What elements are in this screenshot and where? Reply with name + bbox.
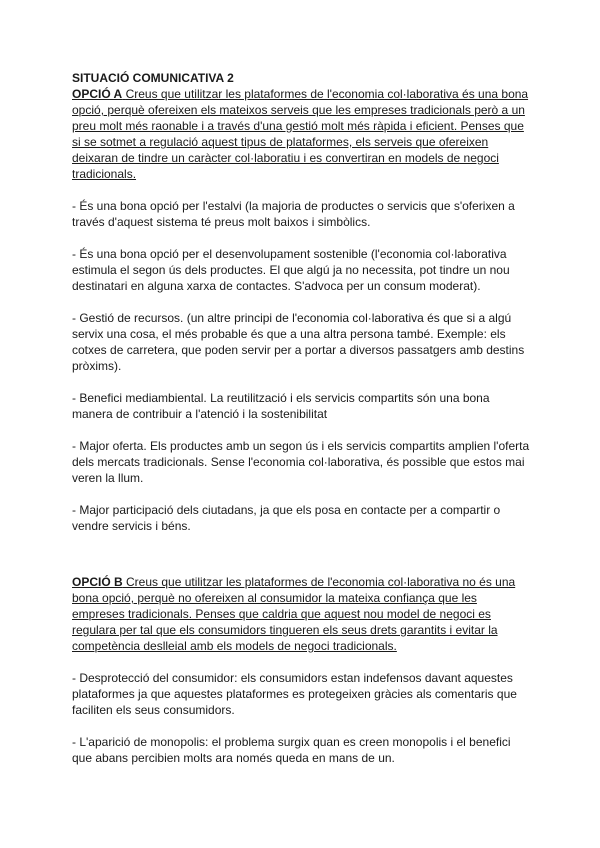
- option-b-intro-text: Creus que utilitzar les plataformes de l'economia col·laborativa no és una bona opció, perquè no ofereixen al consumidor la mateixa confiança que les empreses tradicionals. Penses que caldria que aquest nou model de negoci es regulara per tal que els consumidors tingueren els seus drets garantits i evitar la competència deslleial amb els models de negoci tradicionals.: [72, 575, 516, 653]
- option-a-point-5: - Major oferta. Els productes amb un segon ús i els servicis compartits amplien l'oferta dels mercats tradicionals. Sense l'economia col·laborativa, és possible que estos mai veren la llum.: [72, 439, 530, 485]
- option-a-point-3: - Gestió de recursos. (un altre principi de l'economia col·laborativa és que si a algú servix una cosa, el més probable és que a una altra persona també. Exemple: els cotxes de carretera, que poden servir per a portar a diversos passatgers amb destins pròxims).: [72, 311, 525, 373]
- option-a-point-4: - Benefici mediambiental. La reutilització i els servicis compartits són una bona manera de contribuir a l'atenció i la sostenibilitat: [72, 391, 490, 421]
- option-b-point-1: - Desprotecció del consumidor: els consumidors estan indefensos davant aquestes plataformes ja que aquestes plataformes es protegeixen gràcies als comentaris que faciliten els seus consumidors.: [72, 671, 517, 717]
- option-b-label: OPCIÓ B: [72, 575, 123, 589]
- option-b-point-2: - L'aparició de monopolis: el problema surgix quan es creen monopolis i el benefici que abans percibien molts ara només queda en mans de un.: [72, 735, 511, 765]
- document-page: [72, 70, 532, 766]
- document-title: SITUACIÓ COMUNICATIVA 2: [72, 71, 234, 85]
- option-a-label: OPCIÓ A: [72, 87, 123, 101]
- option-b-intro: [72, 574, 532, 654]
- option-a-intro: [72, 86, 532, 182]
- option-a-point-2: - És una bona opció per el desenvolupament sostenible (l'economia col·laborativa estimula el segon ús dels productes. El que algú ja no necessita, pot tindre un nou destinatari en alguna xarxa de contactes. S'advoca per un consum moderat).: [72, 247, 510, 293]
- option-a-intro-text: Creus que utilitzar les plataformes de l'economia col·laborativa és una bona opció, perquè ofereixen els mateixos serveis que les empreses tradicionals però a un preu molt més raonable i a través d'una gestió molt més ràpida i eficient. Penses que si se sotmet a regulació aquest tipus de plataformes, els serveis que ofereixen deixaran de tindre un caràcter col·laboratiu i es convertiran en models de negoci tradicionals.: [72, 87, 529, 181]
- option-a-point-6: - Major participació dels ciutadans, ja que els posa en contacte per a compartir o vendre servicis i béns.: [72, 503, 501, 533]
- option-a-point-1: - És una bona opció per l'estalvi (la majoria de productes o servicis que s'oferixen a través d'aquest sistema té preus molt baixos i simbòlics.: [72, 199, 515, 229]
